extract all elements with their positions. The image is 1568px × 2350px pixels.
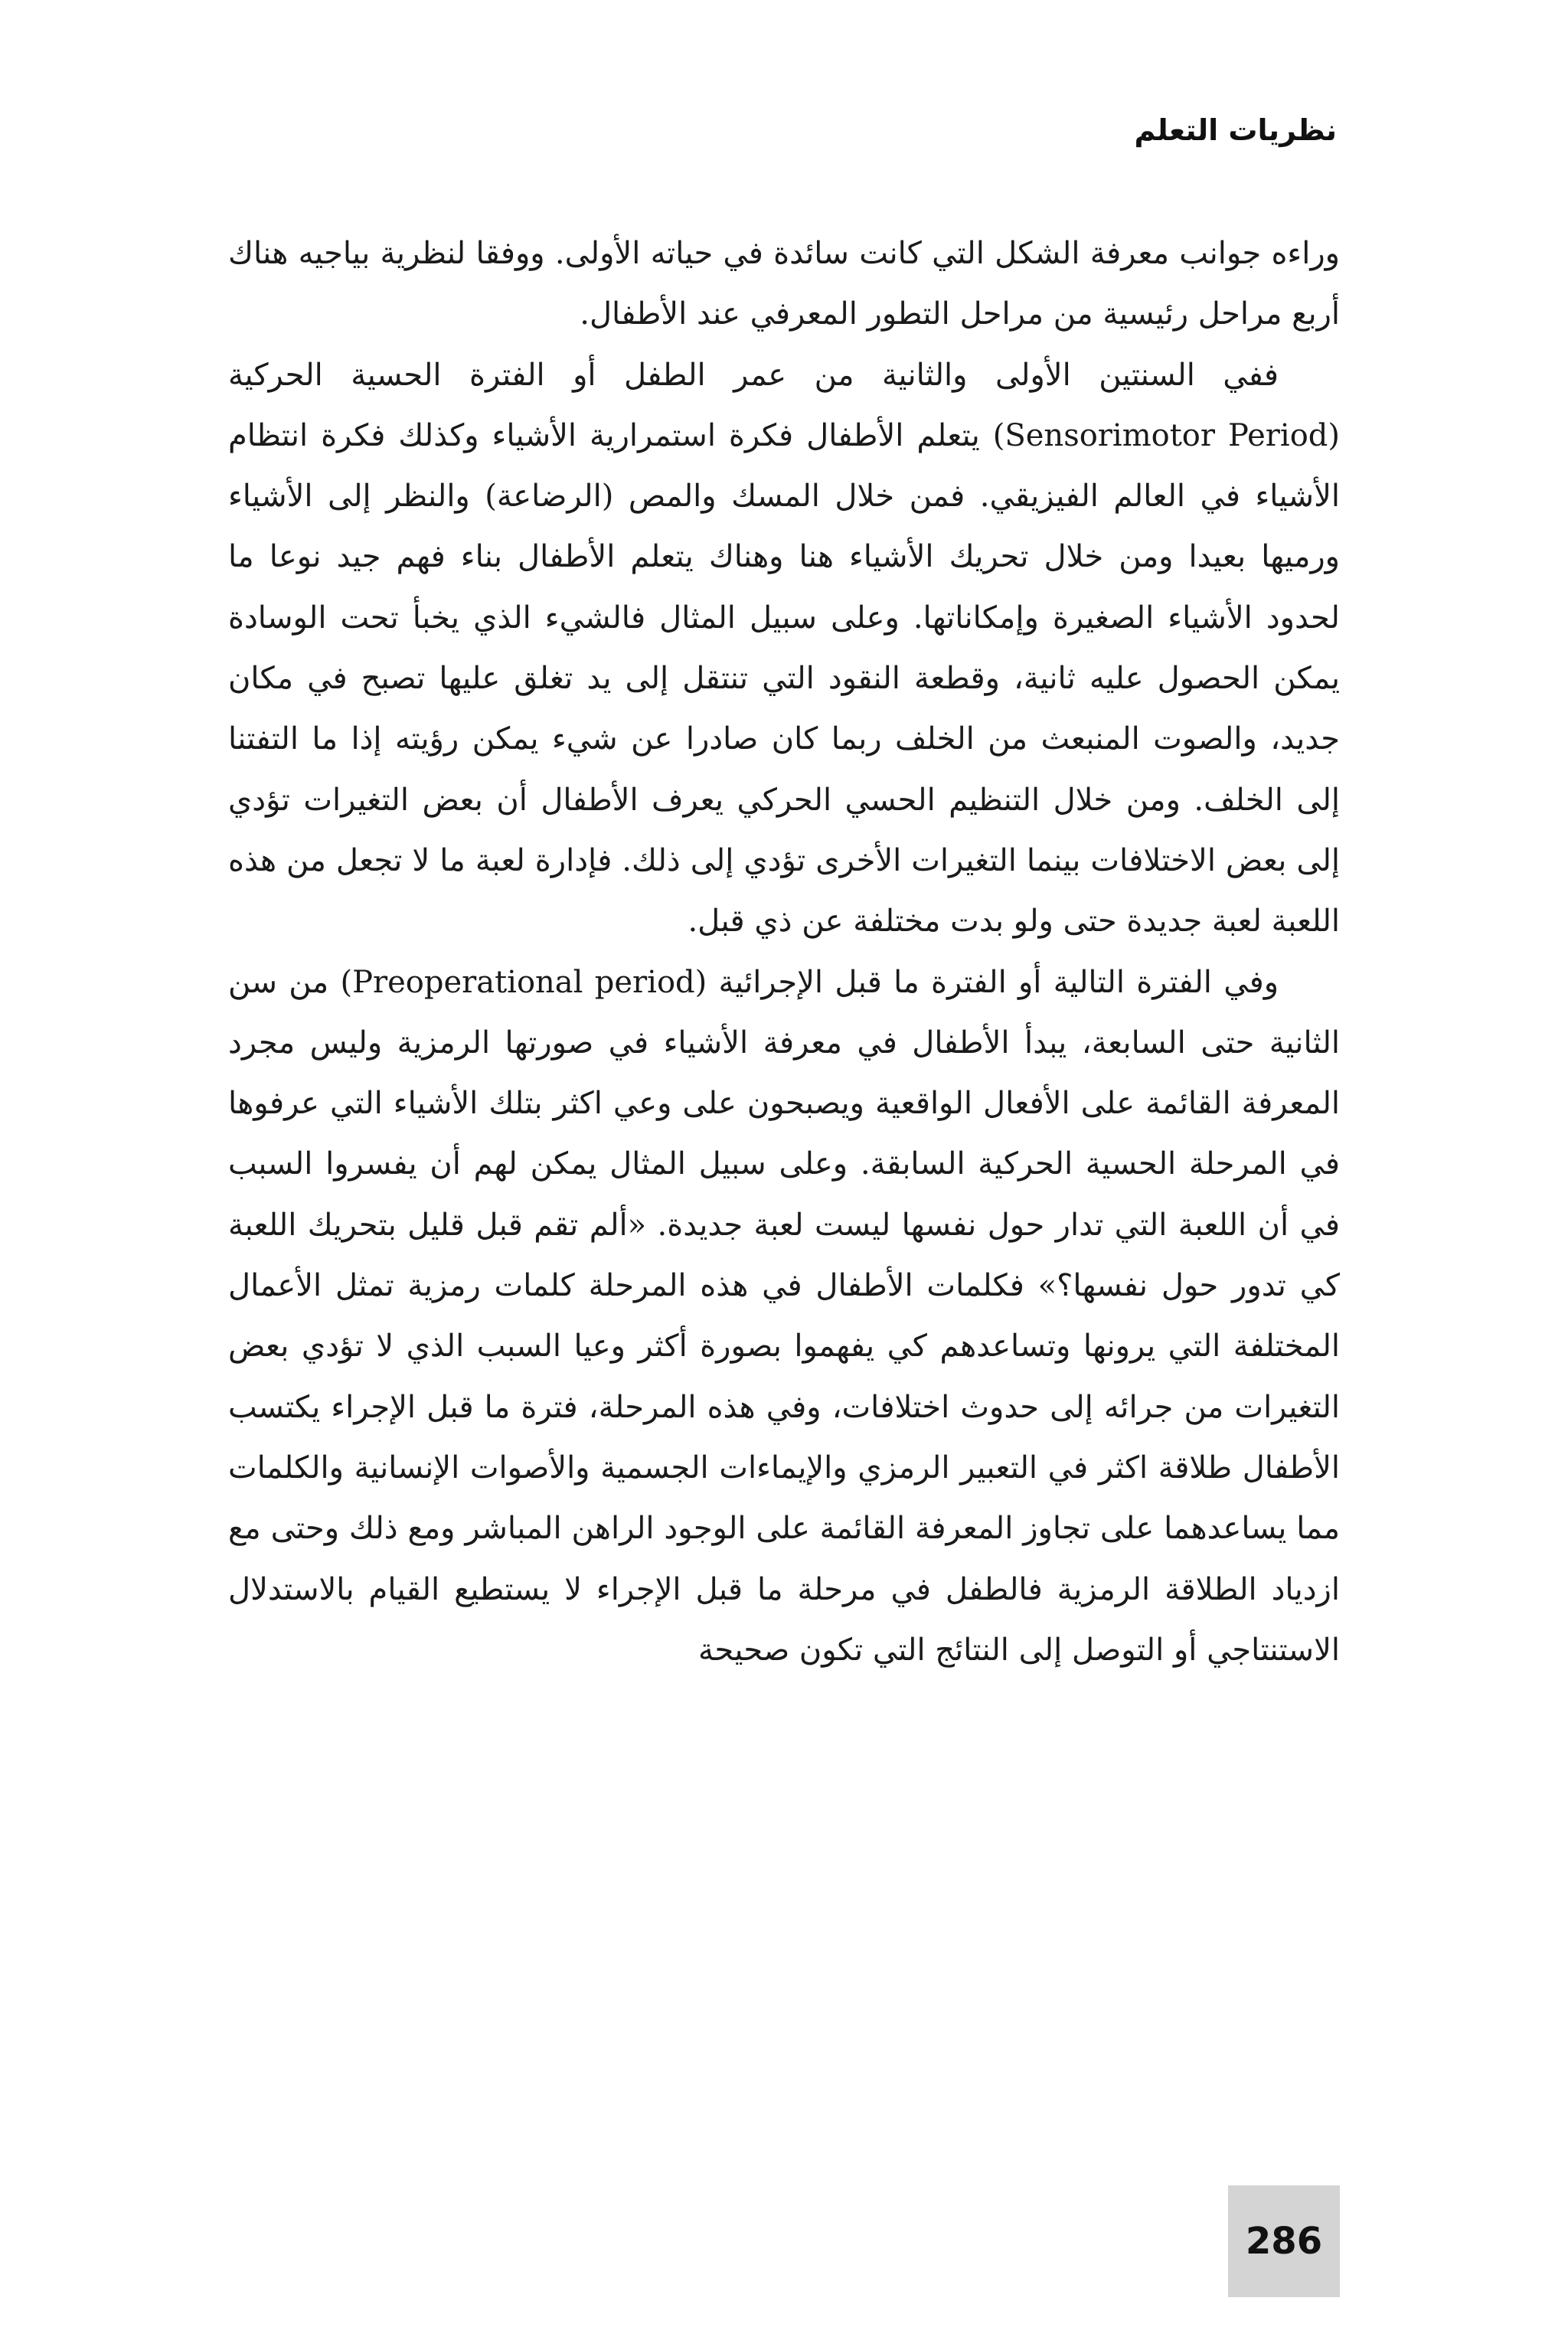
running-header-title: نظريات التعلم: [1134, 113, 1337, 147]
paragraph-1: وراءه جوانب معرفة الشكل التي كانت سائدة في حياته الأولى. ووفقا لنظرية بياجيه هناك أربع مراحل رئيسية من مراحل التطور المعرفي عند الأطفال.: [228, 236, 1340, 332]
body-text: [228, 224, 1340, 1681]
paragraph-3: وفي الفترة التالية أو الفترة ما قبل الإجرائية (Preoperational period) من سن الثانية حتى السابعة، يبدأ الأطفال في معرفة الأشياء في صورتها الرمزية وليس مجرد المعرفة القائمة على الأفعال الواقعية ويصبحون على وعي اكثر بتلك الأشياء التي عرفوها في المرحلة الحسية الحركية السابقة. وعلى سبيل المثال يمكن لهم أن يفسروا السبب في أن اللعبة التي تدار حول نفسها ليست لعبة جديدة. «ألم تقم قبل قليل بتحريك اللعبة كي تدور حول نفسها؟» فكلمات الأطفال في هذه المرحلة كلمات رمزية تمثل الأعمال المختلفة التي يرونها وتساعدهم كي يفهموا بصورة أكثر وعيا السبب الذي لا تؤدي بعض التغيرات من جرائه إلى حدوث اختلافات، وفي هذه المرحلة، فترة ما قبل الإجراء يكتسب الأطفال طلاقة اكثر في التعبير الرمزي والإيماءات الجسمية والأصوات الإنسانية والكلمات مما يساعدهما على تجاوز المعرفة القائمة على الوجود الراهن المباشر ومع ذلك وحتى مع ازدياد الطلاقة الرمزية فالطفل في مرحلة ما قبل الإجراء لا يستطيع القيام بالاستدلال الاستنتاجي أو التوصل إلى النتائج التي تكون صحيحة: [228, 964, 1340, 1668]
paragraph-2: ففي السنتين الأولى والثانية من عمر الطفل أو الفترة الحسية الحركية (Sensorimotor Period) يتعلم الأطفال فكرة استمرارية الأشياء وكذلك فكرة انتظام الأشياء في العالم الفيزيقي. فمن خلال المسك والمص (الرضاعة) والنظر إلى الأشياء ورميها بعيدا ومن خلال تحريك الأشياء هنا وهناك يتعلم الأطفال بناء فهم جيد نوعا ما لحدود الأشياء الصغيرة وإمكاناتها. وعلى سبيل المثال فالشيء الذي يخبأ تحت الوسادة يمكن الحصول عليه ثانية، وقطعة النقود التي تنتقل إلى يد تغلق عليها تصبح في مكان جديد، والصوت المنبعث من الخلف ربما كان صادرا عن شيء يمكن رؤيته إذا ما التفتنا إلى الخلف. ومن خلال التنظيم الحسي الحركي يعرف الأطفال أن بعض التغيرات تؤدي إلى بعض الاختلافات بينما التغيرات الأخرى تؤدي إلى ذلك. فإدارة لعبة ما لا تجعل من هذه اللعبة لعبة جديدة حتى ولو بدت مختلفة عن ذي قبل.: [228, 357, 1340, 940]
page-number: 286: [1245, 2220, 1323, 2263]
page-number-box: [1228, 2185, 1340, 2297]
